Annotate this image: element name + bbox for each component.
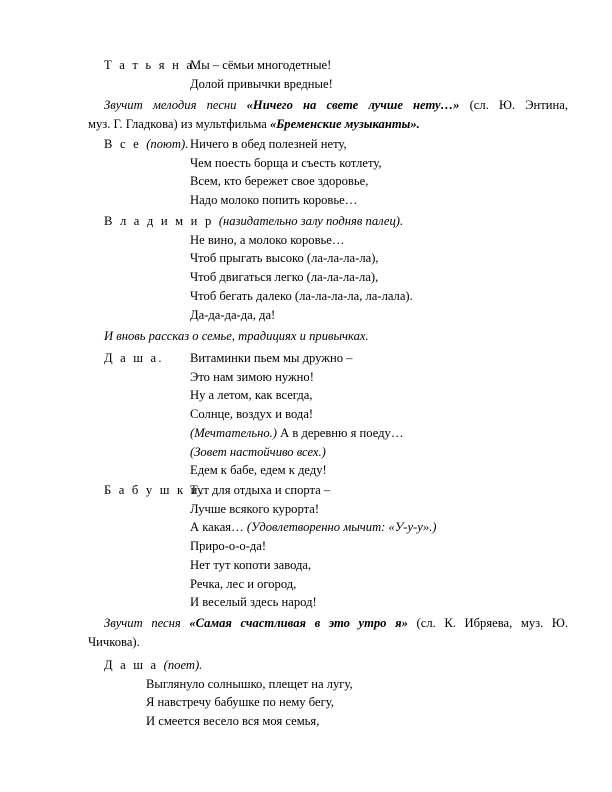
stage-note: (назидательно залу подняв палец). <box>218 214 404 228</box>
verse-line: Чтоб двигаться легко (ла-ла-ла-ла), <box>190 270 379 285</box>
verse-line: Да-да-да-да, да! <box>190 307 276 322</box>
verse-line: Нет тут копоти завода, <box>190 557 312 572</box>
verse-line: Тут для отдыха и спорта – <box>190 483 331 497</box>
song-credit: (сл. Ю. Энтина, <box>459 98 568 112</box>
stage-lead: Звучит мелодия песни <box>104 98 247 112</box>
speaker-babushki: Б а б у ш к и. <box>104 483 205 497</box>
stage-direction-song-1 <box>88 96 568 133</box>
verse-line: Всем, кто бережет свое здоровье, <box>190 174 369 189</box>
song-credit-2: муз. Г. Гладкова) из мультфильма <box>88 116 270 131</box>
stage-direction-song-2 <box>88 614 568 651</box>
tatiana-block <box>104 56 612 93</box>
verse-line: Чтоб прыгать высоко (ла-ла-ла-ла), <box>190 251 379 266</box>
verse-line: И смеется весело вся моя семья, <box>146 714 320 729</box>
speaker-vladimir: В л а д и м и р <box>104 214 219 228</box>
stage-text: И вновь рассказ о семье, традициях и привычках. <box>104 329 369 343</box>
song-credit: (сл. К. Ибряева, муз. Ю. <box>407 616 568 630</box>
vladimir-block <box>104 212 612 324</box>
speaker-vse <box>104 135 190 210</box>
verse-line: Ничего в обед полезней нету, <box>190 137 347 151</box>
film-title: «Бременские музыканты». <box>269 116 420 131</box>
verse-line: Не вино, а молоко коровье… <box>190 232 345 247</box>
verse-line: Речка, лес и огород, <box>190 576 297 591</box>
verse-line: Чем поесть борща и съесть котлету, <box>190 155 382 170</box>
verse-line: Мы – сёмьи многодетные! <box>190 58 332 72</box>
speaker-tatiana: Т а т ь я н а. <box>104 58 200 72</box>
verse-line: Выглянуло солнышко, плещет на лугу, <box>146 676 353 691</box>
dasha-song-block <box>104 656 612 731</box>
verse-line: Долой привычки вредные! <box>190 76 333 91</box>
babushki-block <box>104 481 612 612</box>
verse-line <box>190 424 612 443</box>
vse-block <box>104 135 612 210</box>
stage-note: (Зовет настойчиво всех.) <box>190 444 326 459</box>
verse-line: Приро-о-о-да! <box>190 539 267 554</box>
speaker-name: В с е <box>104 137 147 151</box>
verse-line: Ну а летом, как всегда, <box>190 388 313 403</box>
verse-line: Витаминки пьем мы дружно – <box>190 351 353 365</box>
speaker-dasha: Д а ш а. <box>104 351 164 365</box>
stage-note: (Удовлетворенно мычит: «У-у-у».) <box>246 520 437 535</box>
dasha-block <box>104 349 612 480</box>
verse-line: И веселый здесь народ! <box>190 595 317 610</box>
stage-note: (Мечтательно.) <box>190 425 277 440</box>
song-title: «Самая счастливая в это утро я» <box>189 616 408 630</box>
verse-line: Это нам зимою нужно! <box>190 369 314 384</box>
song-title: «Ничего на свете лучше нету…» <box>246 98 460 112</box>
verse-line: Лучше всякого курорта! <box>190 501 320 516</box>
stage-direction-2 <box>104 327 612 346</box>
verse-text: А какая… <box>190 520 247 535</box>
verse-text: А в деревню я поеду… <box>276 425 404 440</box>
verse-line: Надо молоко попить коровье… <box>190 193 358 208</box>
stage-note: (поют). <box>146 137 189 151</box>
stage-lead: Звучит песня <box>104 616 190 630</box>
verse-line: Я навстречу бабушке по нему бегу, <box>146 695 334 710</box>
stage-note: (поет). <box>163 658 203 672</box>
verse-line: Едем к бабе, едем к деду! <box>190 463 327 478</box>
song-credit-2: Чичкова). <box>88 634 140 649</box>
speaker-dasha-2: Д а ш а <box>104 658 164 672</box>
verse-line: Солнце, воздух и вода! <box>190 407 314 422</box>
verse-line: Чтоб бегать далеко (ла-ла-ла-ла, ла-лала). <box>190 288 413 303</box>
